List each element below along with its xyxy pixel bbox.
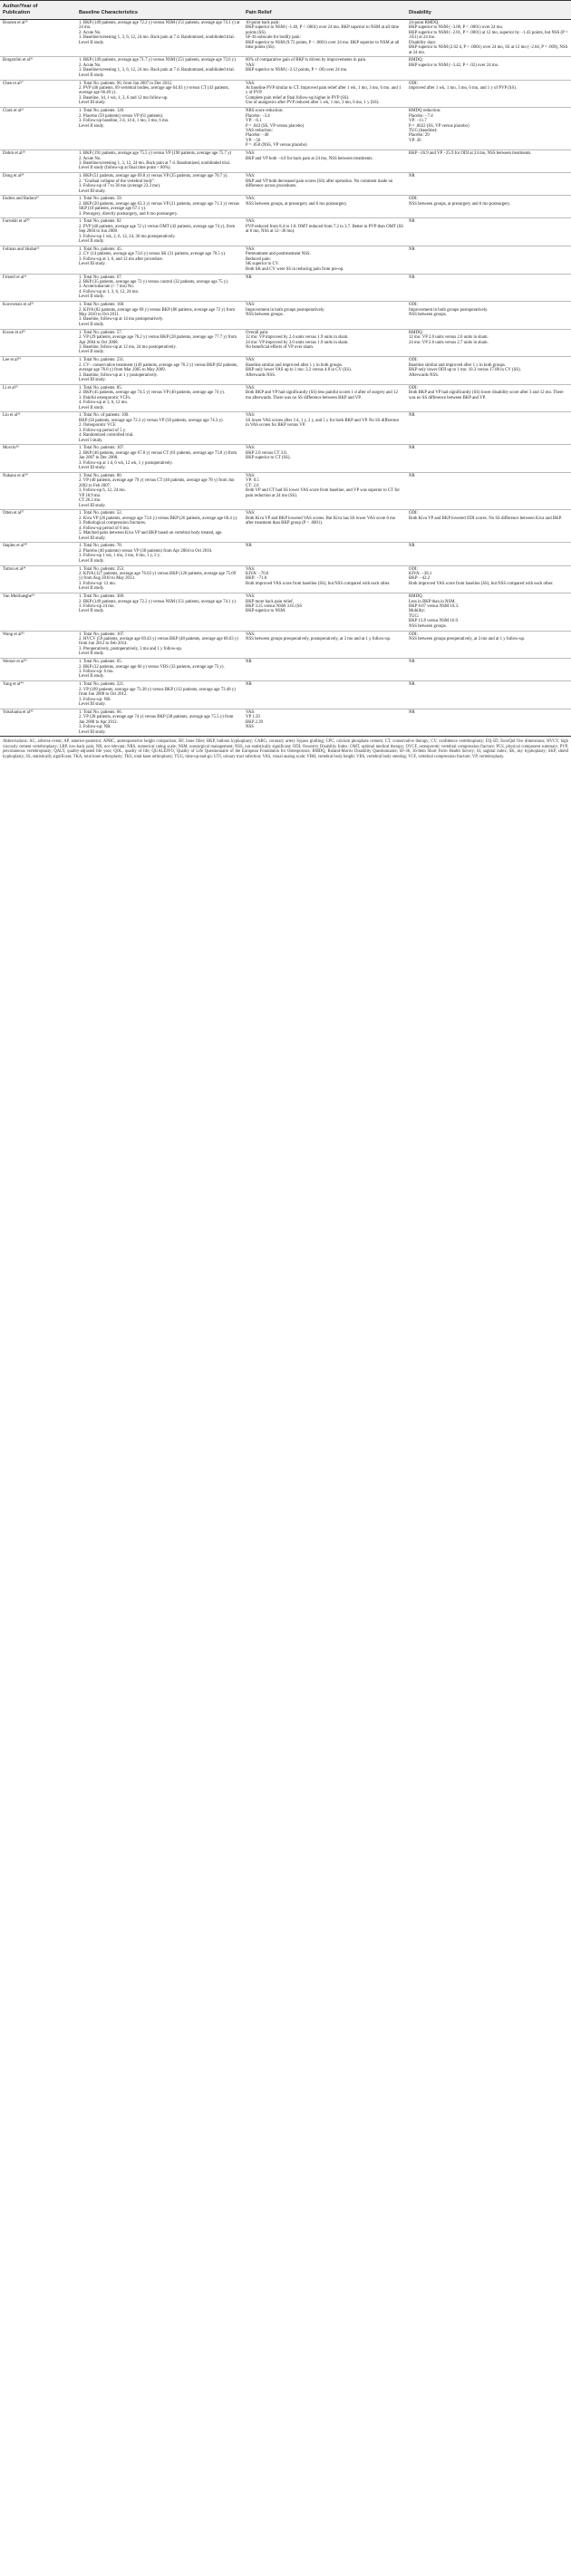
table-row bbox=[0, 302, 571, 330]
pain-relief-cell-text: NRS score reduction: Placebo: −3.4 VP: −6.1 P = .043 (SS, VP versus placebo) VAS reduction: Placebo: −40 VP: −56 P = .050 (NSS, VP versus placebo) bbox=[246, 109, 307, 149]
pain-relief-cell bbox=[243, 329, 406, 357]
baseline-cell bbox=[76, 631, 243, 659]
baseline-cell-text: 1. Total No. patients: 107. 2. BKP (46 patients, average age 67.8 y) versus CT (61 patients, average age 73.8 y) from Jan 2007 to Dec 2008. 3. Follow-up at 1 d, 6 wk, 12 wk, 1 y postoperatively. Level III study. bbox=[79, 446, 237, 471]
table-row bbox=[0, 274, 571, 302]
pain-relief-cell-text: VAS: NSS between groups preoperatively, postoperatively, at 3 mo and at 1 y follow-up. bbox=[246, 632, 392, 642]
disability-cell bbox=[406, 565, 571, 593]
baseline-cell bbox=[76, 57, 243, 80]
baseline-cell bbox=[76, 543, 243, 565]
baseline-cell-text: 1. BKP (149 patients, average age 72.2 y) versus NSM (151 patients, average age 74.1 y) at 24 mo. 2. Acute No. 3. Baseline/screening 1, 3, 6, 12, 24 mo. Back pain at 7 d. Randomized, nonblinded trial. Level II study. bbox=[79, 21, 240, 45]
disability-cell bbox=[406, 659, 571, 681]
author-cell-text: Endres and Badura²³ bbox=[3, 197, 39, 202]
pain-relief-cell-text: VAS: KIVA: −70.6 BKP: −71.8 Both improved VAS score from baseline (SS), but NSS compared with each other. bbox=[246, 566, 391, 586]
pain-relief-cell bbox=[243, 681, 406, 709]
table-row bbox=[0, 565, 571, 593]
author-cell-text: Farrokhi et al³⁰ bbox=[3, 219, 30, 225]
author-cell bbox=[0, 246, 76, 274]
author-cell bbox=[0, 108, 76, 150]
pain-relief-cell bbox=[243, 510, 406, 543]
baseline-cell-text: 1. Total No. patients: 253. 2. KIVA (127 patients, average age 76.03 y) versus BKP (126 patients, average age 75.09 y) from Aug 2010 to May 2013. 3. Follow-up: 12 mo. Level II study. bbox=[79, 566, 237, 592]
baseline-cell-text: 1. BKP (149 patients, average age 71.7 y) versus NSM (151 patients, average age 73.6 y). 2. Acute No. 3. Baseline/screening 1, 3, 6, 12, 24 mo. Back pain at 7 d. Randomized, nonblinded trial. Level II study. bbox=[79, 58, 237, 78]
disability-cell bbox=[406, 196, 571, 218]
baseline-cell-text: 1. BKP (51 patients, average age 69.8 y) versus VP (35 patients, average age 70.7 y). 2. "Gradual collapse of the vertebral body". 3. Follow-up of 7 to 36 mo (average 23.3 mo). Level III study. bbox=[79, 174, 228, 194]
author-cell-text: Yokohama et al⁴⁵ bbox=[3, 709, 34, 715]
author-cell bbox=[0, 150, 76, 173]
author-cell bbox=[0, 357, 76, 385]
pain-relief-cell-text: VAS: BKP 2.0 versus CT 3.8. BKP superior to CT (SS). bbox=[246, 446, 291, 461]
pain-relief-cell-text: VAS: VP 1.59 BKP 2.39 NSS bbox=[246, 709, 263, 730]
pain-relief-cell bbox=[243, 108, 406, 150]
pain-relief-cell bbox=[243, 631, 406, 659]
pain-relief-cell bbox=[243, 357, 406, 385]
pain-relief-cell-text: NR bbox=[246, 544, 252, 549]
author-cell-text: Dong et al²⁹ bbox=[3, 174, 24, 179]
disability-cell-text: NR bbox=[409, 660, 415, 665]
baseline-cell bbox=[76, 196, 243, 218]
disability-cell bbox=[406, 80, 571, 108]
baseline-cell bbox=[76, 173, 243, 196]
pain-relief-cell-text: NR bbox=[246, 275, 252, 280]
disability-cell-text: NR bbox=[409, 275, 415, 280]
table-body bbox=[0, 20, 571, 737]
disability-cell-text: ODI: NSS between groups, at presurgery and 6 mo postsurgery. bbox=[409, 197, 511, 207]
author-cell bbox=[0, 20, 76, 57]
baseline-cell bbox=[76, 150, 243, 173]
author-cell bbox=[0, 593, 76, 631]
author-cell-text: Movrin³⁸ bbox=[3, 446, 19, 451]
author-cell-text: Kroon et al³³ bbox=[3, 330, 25, 335]
baseline-cell-text: 1. Total No. patients: 67. 2. BKP (35 patients, average age 72 y) versus control (32 patients, average age 75 y). 3. Acute/subacute (< 7 mo) No. 4. Follow-up at 1, 3, 6, 12, 24 mo. Level II study. bbox=[79, 275, 229, 300]
table-row bbox=[0, 80, 571, 108]
baseline-cell-text: 1. Total No. patients: 168. 2. KIVA (82 patients, average age 69 y) versus BKP (86 patients, average age 72 y) from May 2010 to Oct 2011. 3. Baseline, follow-up at 14 mo postoperatively. Level II study. bbox=[79, 303, 236, 327]
table-row bbox=[0, 412, 571, 445]
author-cell bbox=[0, 274, 76, 302]
author-cell bbox=[0, 384, 76, 412]
disability-cell bbox=[406, 709, 571, 737]
table-footnote: Abbreviations: AC, adverse event; AP, anterior-posterior; APHC, anteroposterior height comparison; BF, bone filler; BKP, balloon kyphoplasty; CABG, coronary artery bypass grafting; CPC, calcium phosphate cement; CT, conservative therapy; CV, confidence vertebroplasty; EQ-5D, EuroQol five dimensions; HVCV, high viscosity cement vertebroplasty; LBP, low-back pain; NR, not relevant; NRS, numerical rating scale; NSM, nonsurgical management; NSS, not statistically significant; ODI, Oswestry Disability Index; OMT, optimal medical therapy; OVCF, osteoporotic vertebral compression fracture; PCS, physical component summary; PVP, percutaneous vertebroplasty; QALY, quality-adjusted life year; QOL, quality of life; QUALEFFO, Quality of Life Questionnaire of the European Foundation for Osteoporosis; RMDQ, Roland-Morris Disability Questionnaire; SF-36, 36-Item Short Form Health Survey; SI, sagittal index; SK, sky kyphoplasty; SKP, shield kyphoplasty; SS, statistically significant; TKA, total knee arthroplasty; TKS, total knee arthroplasty; TUG, time-up-and-go; UTI, urinary tract infection; VAS, visual analog scale; VBH, vertebral body height; VBS, vertebral body stenting; VCF, vertebral compression fracture; VP, vertebroplasty. bbox=[3, 739, 568, 759]
disability-cell-text: ODI: Both Kiva VP and BKP lowered ODI scores. No SS difference between Kiva and BKP. bbox=[409, 511, 562, 521]
pain-relief-cell-text: 10-point back pain: BKP superior to NSM (−1.40, P < .0001) over 24 mo. BKP superior to NSM at all time points (SS). SF-36 subscale for bodily pain: BKP superior to NSM (9.75 points, P < .0001) over 24 mo. BKP superior to NSM at all time points (SS). bbox=[246, 21, 400, 51]
disability-cell bbox=[406, 472, 571, 509]
disability-cell-text: RMDQ: Less in BKP than in NSM. BKP 8.67 versus NSM 10.3. Mobility: TUG: BKP 13.8 versus NSM 16.9. NSS between groups. bbox=[409, 594, 460, 629]
baseline-cell bbox=[76, 357, 243, 385]
baseline-cell-text: 1. Total No. patients: 52. 2. Kiva VP (26 patients, average age 73.6 y) versus BKP (26 patients, average age 66.4 y). 3. Pathological compression fractures. 4. Follow-up period of 6 mo. 5. Matched pairs between Kiva VP and BKP based on vertebral body treated, age. Level III study. bbox=[79, 511, 238, 541]
baseline-cell bbox=[76, 246, 243, 274]
table-row bbox=[0, 543, 571, 565]
pain-relief-cell-text: VAS: At baseline PVP similar to CT. Improved pain relief after 1 wk, 1 mo, 3 mo, 6 mo, and 1 y of PVP. Complete pain relief at final follow-up higher in PVP (SS). Use of analgesics after PVP reduced after 1 wk, 1 mo, 3 mo, 6 mo, 1 y (SS). bbox=[246, 81, 402, 106]
pain-relief-cell bbox=[243, 246, 406, 274]
disability-cell bbox=[406, 510, 571, 543]
baseline-cell bbox=[76, 709, 243, 737]
table-row bbox=[0, 246, 571, 274]
baseline-cell bbox=[76, 20, 243, 57]
disability-cell bbox=[406, 173, 571, 196]
pain-relief-cell bbox=[243, 80, 406, 108]
baseline-cell-text: 1. Total No. patients: 96, from Jan 2007 to Dec 2012. 2. PVP (46 patients, 69 vertebral bodies, average age 64.63 y) versus CT (43 patients, average age 66.49 y). 3. Baseline, 1d, 1 wk, 1, 3, 6 and 12 mo follow-up. Level III study. bbox=[79, 81, 229, 106]
baseline-cell bbox=[76, 218, 243, 246]
table-header-row bbox=[0, 1, 571, 20]
disability-cell-text: ODI: NSS between groups preoperatively, at 3 mo and at 1 y follow-up. bbox=[409, 632, 526, 642]
pain-relief-cell-text: Overall pain: 12 mo: VP improved by 2.4 units versus 1.9 units in sham. 24 mo: VP improved by 3.0 units versus 1.9 units in sham. No beneficial effects of VP over sham. bbox=[246, 330, 349, 350]
author-cell-text: Lee et al³⁴ bbox=[3, 358, 21, 363]
pain-relief-cell-text: VAS: Both BKP and VP had significantly (SS) less painful scores 1 d after of surgery and 12 mo afterwards. There was no SS difference between BKP and VP. bbox=[246, 385, 398, 400]
pain-relief-cell bbox=[243, 20, 406, 57]
disability-cell bbox=[406, 57, 571, 80]
author-cell bbox=[0, 329, 76, 357]
baseline-cell bbox=[76, 274, 243, 302]
pain-relief-cell-text: VAS: VP: 0.5 CT: 2.0 Both VP and CT had SS lower VAS score from baseline, and VP was superior to CT for pain reduction at 24 mo (SS). bbox=[246, 473, 400, 498]
disability-cell-text: ODI: Both BKP and VP had significantly (SS) lower disability score after 3 and 12 mo. There was no SS difference between BKP and VP. bbox=[409, 385, 564, 400]
header-pain-relief: Pain Relief bbox=[243, 1, 406, 20]
baseline-cell-text: 1. Total No. patients: 82 2. PVP (40 patients, average age 72 y) versus OMT (42 patients, average age 74 y), from Sep 2004 to Jun 2008. 3. Follow-up 1 wk, 2, 6, 12, 24, 36 mo postoperatively. Level II study. bbox=[79, 219, 236, 245]
author-cell bbox=[0, 412, 76, 445]
table-row bbox=[0, 659, 571, 681]
author-cell-text: Otten et al³⁷ bbox=[3, 511, 24, 516]
baseline-cell bbox=[76, 108, 243, 150]
baseline-cell-text: 1. Total No. patients: 85. 2. BKP (45 patients, average age 74.5 y) versus VP (40 patients, average age 74 y). 3. Painful osteoporotic VCFs. 4. Follow-up at 3, 6, 12 mo. Level II study. bbox=[79, 385, 225, 410]
table-row bbox=[0, 20, 571, 57]
pain-relief-cell-text: VAS: NSS between groups, at presurgery and 6 mo postsurgery. bbox=[246, 197, 348, 207]
disability-cell bbox=[406, 274, 571, 302]
author-cell-text: Yang et al⁴⁴ bbox=[3, 682, 24, 688]
author-cell-text: Li et al³⁵ bbox=[3, 385, 18, 391]
disability-cell-text: ODI: KIVA: −38.1 BKP: −42.2 Both improved VAS score from baseline (SS), but NSS compared with each other. bbox=[409, 566, 554, 586]
pain-relief-cell-text: 60% of comparative gain of BKP is driven by improvements in pain. VAS: BKP superior to NSM (−2.12 points, P = .00) over 24 mo. bbox=[246, 58, 367, 73]
author-cell bbox=[0, 510, 76, 543]
baseline-cell bbox=[76, 472, 243, 509]
baseline-cell-text: 1. Total No. patients: 221. 2. VP (109 patients, average age 73.38 y) versus BKP (112 patients, average age 73.48 y) from Jun 2008 to Oct 2012. 3. Follow-up: NR. Level III study. bbox=[79, 682, 236, 708]
author-cell bbox=[0, 173, 76, 196]
author-cell-text: Wang et al⁴² bbox=[3, 632, 24, 637]
baseline-cell-text: 1. Total No. patients: 45. 2. CV (14 patients, average age 73.6 y) versus SK (31 patients, average age 70.5 y). 3. Follow-up at 1, 6, and 12 mo after procedure. Level III study. bbox=[79, 246, 227, 267]
author-cell-text: Korovessis et al³² bbox=[3, 303, 34, 308]
disability-cell-text: NR bbox=[409, 709, 415, 715]
disability-cell-text: NR bbox=[409, 682, 415, 688]
baseline-cell bbox=[76, 659, 243, 681]
table-row bbox=[0, 631, 571, 659]
pain-relief-cell-text: NR bbox=[246, 682, 252, 688]
disability-cell bbox=[406, 412, 571, 445]
disability-cell-text: NR bbox=[409, 219, 415, 225]
table-row bbox=[0, 709, 571, 737]
pain-relief-cell bbox=[243, 384, 406, 412]
author-cell bbox=[0, 80, 76, 108]
disability-cell-text: RMDQ: BKP superior to NSM (−3.42, P = .02) over 24 mo. bbox=[409, 58, 499, 68]
table-row bbox=[0, 510, 571, 543]
author-cell-text: Folman and Shabat²² bbox=[3, 246, 40, 252]
baseline-cell bbox=[76, 329, 243, 357]
table-row bbox=[0, 384, 571, 412]
disability-cell bbox=[406, 218, 571, 246]
baseline-cell bbox=[76, 384, 243, 412]
disability-cell bbox=[406, 384, 571, 412]
author-cell-text: Werner et al⁴³ bbox=[3, 660, 27, 665]
author-cell bbox=[0, 681, 76, 709]
disability-cell-text: NR bbox=[409, 473, 415, 478]
author-cell-text: Boonen et al²⁵ bbox=[3, 21, 28, 25]
pain-relief-cell-text: VAS: Baseline similar and improved after 1 y in both groups. BKP only lower VAS up to 1 mo: 3.2 versus 4.8 in CV (SS). Afterwards NSS. bbox=[246, 358, 352, 378]
disability-cell bbox=[406, 302, 571, 330]
author-cell bbox=[0, 302, 76, 330]
author-cell-text: Dohm et al²⁸ bbox=[3, 151, 25, 157]
author-cell bbox=[0, 196, 76, 218]
author-cell bbox=[0, 709, 76, 737]
disability-cell bbox=[406, 445, 571, 473]
pain-relief-cell bbox=[243, 302, 406, 330]
baseline-cell-text: 1. Total No. patients: 231. 2. CV− conservative treatment (149 patients, average age 76.2 y) versus BKP (82 patients, average age 76.8 y) from Mar 2005 to May 2009. 3. Baseline, follow-up at 1 y postoperatively. Level III study. bbox=[79, 358, 238, 383]
baseline-cell-text: 1. Total No. patients: 78. 2. Placebo (40 patients) versus VP (38 patients) from Apr 2004 to Oct 2010. 3. Follow-up 1 wk, 1 mo, 3 mo, 6 mo, 1 y, 2 y. Level II study. bbox=[79, 544, 213, 564]
disability-cell bbox=[406, 108, 571, 150]
pain-relief-cell bbox=[243, 57, 406, 80]
author-cell-text: Tutton et al²⁴ bbox=[3, 566, 26, 572]
author-cell-text: Chen et al²⁷ bbox=[3, 81, 24, 86]
author-cell bbox=[0, 218, 76, 246]
disability-cell bbox=[406, 543, 571, 565]
pain-relief-cell bbox=[243, 196, 406, 218]
baseline-cell bbox=[76, 681, 243, 709]
baseline-cell bbox=[76, 565, 243, 593]
disability-cell-text: NR bbox=[409, 446, 415, 451]
pain-relief-cell-text: VAS: SS lower VAS scores after 3 d, 1 y, 2 y, and 5 y for both BKP and VP. No SS difference in VAS scores for BKP versus VP. bbox=[246, 413, 400, 429]
table-row bbox=[0, 108, 571, 150]
table-row bbox=[0, 57, 571, 80]
baseline-cell bbox=[76, 412, 243, 445]
disability-cell-text: NR bbox=[409, 246, 415, 252]
pain-relief-cell-text: VAS: PVP reduced from 8.4 to 1.8. OMT reduced from 7.2 to 3.7. Better in PVP than OMT (SS at 6 mo, NSS at 12−36 mo). bbox=[246, 219, 403, 235]
disability-cell bbox=[406, 329, 571, 357]
baseline-cell bbox=[76, 593, 243, 631]
disability-cell bbox=[406, 150, 571, 173]
pain-relief-cell-text: VAS: Both Kiva VP and BKP lowered VAS scores. But Kiva has SS lower VAS score 6 mo after treatment than BKP group (P < .0001). bbox=[246, 511, 396, 526]
pain-relief-cell-text: NR bbox=[246, 660, 252, 665]
author-cell bbox=[0, 565, 76, 593]
baseline-cell-text: 1. Total No. of patients: 100. BKP (50 patients, average age 72.3 y) versus VP (50 patients, average age 74.3 y). 2. Osteoporotic VCF. 3. Follow-up period of 5 y. 4. Randomized controlled trial. Level I study. bbox=[79, 413, 224, 443]
disability-cell bbox=[406, 631, 571, 659]
author-cell-text: Liu et al³⁶ bbox=[3, 413, 21, 419]
disability-cell-text: NR bbox=[409, 544, 415, 549]
disability-cell-text: ODI: Improvement in both groups postoperatively. NSS between groups. bbox=[409, 303, 489, 317]
disability-cell bbox=[406, 246, 571, 274]
pain-relief-cell bbox=[243, 274, 406, 302]
pain-relief-cell bbox=[243, 150, 406, 173]
disability-cell bbox=[406, 357, 571, 385]
pain-relief-cell bbox=[243, 565, 406, 593]
pain-relief-cell bbox=[243, 709, 406, 737]
disability-cell-text: ODI: Baseline similar and improved after 1 y in both groups. BKP only lower ODI up to 1 mo: 10.3 versus 17.08 in CV (SS). Afterwards NSS. bbox=[409, 358, 521, 378]
table-row bbox=[0, 329, 571, 357]
baseline-cell-text: 1. BKP (191 patients, average age 75.5 y) versus VP (190 patients, average age 75.7 y) 2. Acute No. 3. Baseline/screening 1, 3, 12, 24 mo. Back pain at 7 d. Randomized, nonblinded trial. Level II study (follow-up at final time point < 80%). bbox=[79, 151, 232, 171]
disability-cell bbox=[406, 681, 571, 709]
author-cell bbox=[0, 57, 76, 80]
disability-cell-text: NR bbox=[409, 413, 415, 419]
disability-cell-text: ODI: improved after 1 wk, 1 mo, 3 mo, 6 mo, and 1 y of PVP (SS). bbox=[409, 81, 518, 92]
baseline-cell-text: 1. Total No. patients: 66. 2. VP (28 patients, average age 74 y) versus BKP (38 patients, average age 75.5 y) from Jan 2008 to Apr 2012. 3. Follow-up: NR. Level III study. bbox=[79, 709, 234, 735]
header-baseline: Baseline Characteristics bbox=[76, 1, 243, 20]
pain-relief-cell-text: VAS: BKP and VP both decreased pain scores (SS) after operation. No comment made on difference across procedures. bbox=[246, 174, 393, 189]
baseline-cell bbox=[76, 445, 243, 473]
baseline-cell-text: 1. Total No. patients: 59. 2. BKP (20 patients, average age 63.3 y) versus VP (21 patients, average age 71.3 y) versus SKP (18 patients, average age 67.1 y). 3. Preurgery, directly postsurgery, and 6 mo postsurgery. bbox=[79, 197, 239, 217]
author-cell-text: Borgström et al²⁶ bbox=[3, 58, 34, 63]
table-row bbox=[0, 445, 571, 473]
pain-relief-cell bbox=[243, 173, 406, 196]
author-cell bbox=[0, 631, 76, 659]
baseline-cell-text: 1. Total No. patients: 120. 2. Placebo (59 patients) versus VP (61 patients). 3. Follow-up baseline, 3 d, 14 d, 1 mo, 3 mo, 6 mo. Level II study. bbox=[79, 109, 169, 129]
table-row bbox=[0, 196, 571, 218]
table-row bbox=[0, 593, 571, 631]
disability-cell-text: NR bbox=[409, 174, 415, 179]
disability-cell bbox=[406, 20, 571, 57]
pain-relief-cell-text: VAS: BKP and VP both −4.0 for back pain at 24 mo, NSS between treatments. bbox=[246, 151, 373, 161]
author-cell-text: Staples et al⁴⁰ bbox=[3, 544, 28, 549]
disability-cell-text: 24-point RMDQ: BKP superior to NSM (−3.00, P < .0001) over 24 mo. BKP superior to NSM (−2.81, P = .0001) at 12 mo, superior by −1.43 points, but NSS (P = .051) at 24 mo. Disability days: BKP superior to NSM (2.62 d, P < .0001) over 24 mo, SS at 12 mo (−2.04, P = .009), NSS at 24 mo. bbox=[409, 21, 568, 55]
pain-relief-cell bbox=[243, 445, 406, 473]
pain-relief-cell bbox=[243, 412, 406, 445]
author-cell bbox=[0, 543, 76, 565]
table-row bbox=[0, 150, 571, 173]
disability-cell bbox=[406, 593, 571, 631]
table-row bbox=[0, 472, 571, 509]
disability-cell-text: BKP −26.9 and VP −25.9 for ODI at 24 mo, NSS between treatments. bbox=[409, 151, 532, 157]
author-cell-text: Nakano et al³⁹ bbox=[3, 473, 28, 478]
disability-cell-text: RMDQ: 12 mo: VP 2.0 units versus 2.6 units in sham. 24 mo: VP 2.6 units versus 2.7 units in sham. bbox=[409, 330, 489, 345]
baseline-cell-text: 1. Total No. patients: 107. 2. HVCV (59 patients, average age 69.43 y) versus BKP (48 patients, average age 68.63 y) from Jun 2012 to Feb 2014. 3. Preoperatively, postoperatively, 3 mo and 1 y follow-up. Level II study. bbox=[79, 632, 238, 657]
pain-relief-cell bbox=[243, 218, 406, 246]
pain-relief-cell-text: VAS: Improvement in both groups postoperatively. NSS between groups. bbox=[246, 303, 325, 317]
table-row bbox=[0, 357, 571, 385]
baseline-cell-text: 1. Total No. patients: 300. 2. BKP (149 patients, average age 72.2 y) versus NSM (151 patients, average age 74.1 y). 3. Follow-up 24 mo. Level II study. bbox=[79, 594, 237, 614]
pain-relief-cell bbox=[243, 472, 406, 509]
author-cell bbox=[0, 472, 76, 509]
disability-cell-text: RMDQ reduction: Placebo: −7.4 VP: −11.7 P = .0022 (SS, VP versus placebo) TUG (baseline): Placebo: 29 VP: 26 bbox=[409, 109, 469, 143]
baseline-cell bbox=[76, 510, 243, 543]
baseline-cell bbox=[76, 302, 243, 330]
baseline-cell-text: 1. Total No. patients: 57. 2. VP (29 patients, average age 76.2 y) versus BKP (28 patients, average age 77.7 y) from Apr 2004 to Oct 2008. 3. Baseline, follow-up at 12 mo, 24 mo postoperatively. Level II study. bbox=[79, 330, 237, 355]
baseline-cell bbox=[76, 80, 243, 108]
author-cell-text: Clark et al²¹ bbox=[3, 109, 24, 114]
pain-relief-cell bbox=[243, 593, 406, 631]
author-cell-text: Fritzell et al³¹ bbox=[3, 275, 27, 280]
baseline-cell-text: 1. Total No. patients: 80. 2. VP (40 patients, average age 79 y) versus CT (40 patients, average age 78 y) from Jun 2002 to Feb 2007. 3. Follow-up 6, 12, 24 mo. VP 18.9 mo. CT 26.2 mo. Level III study. bbox=[79, 473, 235, 508]
table-row bbox=[0, 218, 571, 246]
author-cell-text: Van Meirhaeghe⁴¹ bbox=[3, 594, 35, 600]
table-row bbox=[0, 681, 571, 709]
literature-table bbox=[0, 0, 571, 737]
author-cell bbox=[0, 445, 76, 473]
pain-relief-cell bbox=[243, 543, 406, 565]
header-disability: Disability bbox=[406, 1, 571, 20]
header-author: Author/Year of Publication bbox=[0, 1, 76, 20]
table-row bbox=[0, 173, 571, 196]
pain-relief-cell-text: VAS: BKP more back pain relief. BKP 3.25 versus NSM 3.65 (SS BKP superior to NSM. bbox=[246, 594, 303, 614]
pain-relief-cell-text: VAS: Pretreatment and posttreatment NSS. Reduced pain: SK superior to CV. Both SK and CV were SS in reducing pain from pre-op. bbox=[246, 246, 344, 272]
author-cell bbox=[0, 659, 76, 681]
baseline-cell-text: 1. Total No. patients: 65. 2. BKP (32 patients, average age 66 y) versus VBS (33 patients, average age 73 y). 3. Follow-up: 6 mo. Level II study. bbox=[79, 660, 225, 680]
pain-relief-cell bbox=[243, 659, 406, 681]
